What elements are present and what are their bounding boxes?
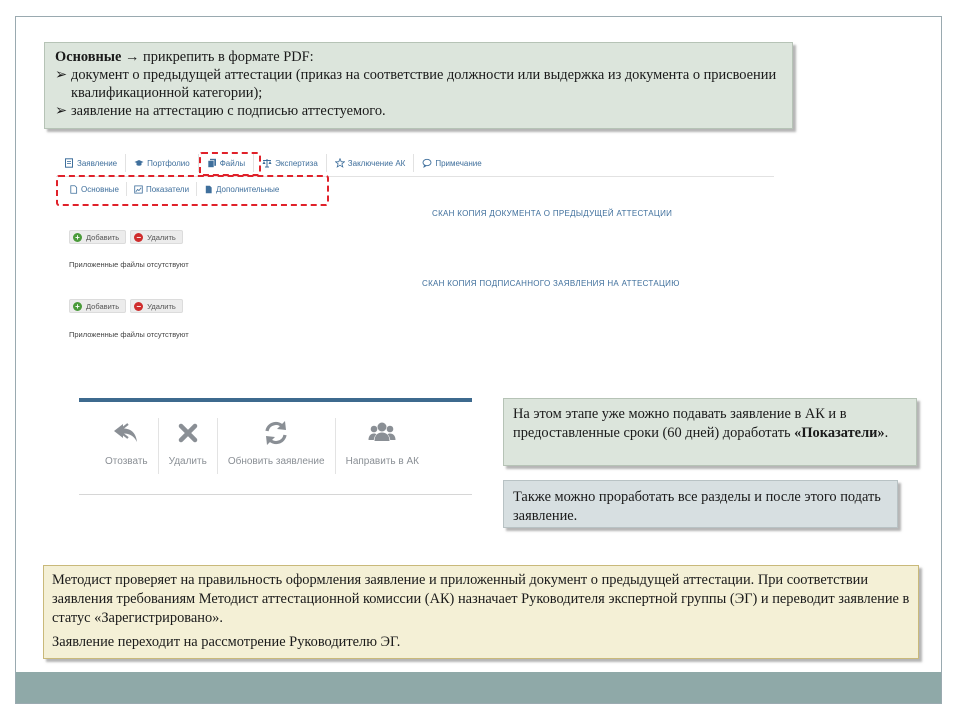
sections-note-text: Также можно проработать все разделы и после этого подать заявление. bbox=[513, 489, 881, 524]
delete-button-label: Удалить bbox=[147, 301, 176, 311]
tab-label: Примечание bbox=[435, 158, 482, 168]
subtab-label: Показатели bbox=[145, 184, 190, 194]
tab-label: Портфолио bbox=[147, 158, 190, 168]
add-button-label: Добавить bbox=[86, 301, 120, 311]
footer-bar bbox=[16, 672, 941, 703]
chart-icon bbox=[134, 185, 143, 194]
plus-icon: + bbox=[73, 233, 82, 242]
delete-application-label: Удалить bbox=[168, 456, 207, 467]
withdraw-label: Отозвать bbox=[105, 456, 148, 467]
top-note-heading: Основные bbox=[55, 49, 122, 65]
subtab-indicators[interactable] bbox=[127, 182, 197, 196]
tab-label: Экспертиза bbox=[275, 158, 318, 168]
minus-icon: − bbox=[134, 233, 143, 242]
file-icon bbox=[204, 185, 213, 194]
file-actions-1 bbox=[69, 230, 183, 244]
methodist-note-paragraph-1: Методист проверяет на правильность оформления заявление и приложенный документ о предыдущей аттестации. При соответствии заявления требованиям Методист аттестационной комиссии (АК) назначает Руководителя экспертной группы (ЭГ) и переводит заявление в статус «Зарегистрировано». bbox=[52, 572, 910, 626]
methodist-note-paragraph-2: Заявление переходит на рассмотрение Руководителю ЭГ. bbox=[52, 634, 401, 650]
scan-label-previous-attestation: СКАН КОПИЯ ДОКУМЕНТА О ПРЕДЫДУЩЕЙ АТТЕСТАЦИИ bbox=[432, 209, 673, 218]
subtab-additional[interactable] bbox=[197, 182, 286, 196]
add-button[interactable] bbox=[69, 299, 126, 313]
files-icon bbox=[207, 158, 217, 168]
bullet-arrow-icon: ➢ bbox=[55, 103, 68, 119]
file-actions-2 bbox=[69, 299, 183, 313]
tab-portfolio[interactable] bbox=[126, 154, 199, 172]
document-icon bbox=[64, 158, 74, 168]
send-to-ak-button[interactable] bbox=[336, 418, 429, 474]
delete-button[interactable] bbox=[130, 299, 183, 313]
comment-icon bbox=[422, 158, 432, 168]
methodist-note bbox=[43, 565, 919, 659]
tab-label: Файлы bbox=[219, 158, 246, 168]
deadline-note-tail: . bbox=[884, 425, 889, 441]
attached-files-status: Приложенные файлы отсутствуют bbox=[69, 330, 189, 339]
scan-label-signed-application: СКАН КОПИЯ ПОДПИСАННОГО ЗАЯВЛЕНИЯ НА АТТЕСТАЦИЮ bbox=[422, 279, 680, 288]
deadline-note-bold: «Показатели» bbox=[794, 425, 885, 441]
top-note-heading-rest: прикрепить в формате PDF: bbox=[143, 49, 314, 65]
subtab-label: Основные bbox=[81, 184, 119, 194]
refresh-icon bbox=[261, 418, 291, 448]
add-button[interactable] bbox=[69, 230, 126, 244]
files-tab-screenshot bbox=[56, 150, 774, 342]
delete-button-label: Удалить bbox=[147, 232, 176, 242]
tab-application[interactable] bbox=[56, 154, 126, 172]
tab-label: Заключение АК bbox=[347, 158, 406, 168]
arrow-glyph: → bbox=[125, 49, 140, 65]
add-button-label: Добавить bbox=[86, 232, 120, 242]
document-icon bbox=[69, 185, 78, 194]
application-action-toolbar bbox=[79, 398, 472, 495]
undo-icon bbox=[111, 418, 141, 448]
deadline-note bbox=[503, 398, 917, 466]
tab-files[interactable] bbox=[199, 154, 254, 172]
star-icon bbox=[335, 158, 345, 168]
subtab-main[interactable] bbox=[56, 182, 127, 196]
top-note bbox=[44, 42, 793, 129]
tab-label: Заявление bbox=[77, 158, 118, 168]
top-note-bullet bbox=[55, 66, 782, 102]
bullet-arrow-icon: ➢ bbox=[55, 67, 68, 83]
plus-icon: + bbox=[73, 302, 82, 311]
sections-note bbox=[503, 480, 898, 528]
update-application-button[interactable] bbox=[218, 418, 336, 474]
tab-expertise[interactable] bbox=[254, 154, 327, 172]
delete-application-button[interactable] bbox=[159, 418, 218, 474]
subtab-label: Дополнительные bbox=[216, 184, 280, 194]
top-note-bullet-text: документ о предыдущей аттестации (приказ на соответствие должности или выдержка из документа о присвоении квалификационной категории); bbox=[71, 67, 777, 101]
users-icon bbox=[367, 418, 397, 448]
deadline-note-text: На этом этапе уже можно подавать заявление в АК и в предоставленные сроки (60 дней) доработать bbox=[513, 406, 847, 441]
graduation-cap-icon bbox=[134, 158, 144, 168]
top-note-bullet bbox=[55, 102, 782, 120]
update-application-label: Обновить заявление bbox=[227, 456, 325, 467]
top-note-heading-line bbox=[55, 48, 782, 66]
close-icon bbox=[173, 418, 203, 448]
attached-files-status: Приложенные файлы отсутствуют bbox=[69, 260, 189, 269]
scales-icon bbox=[262, 158, 272, 168]
send-to-ak-label: Направить в АК bbox=[345, 456, 419, 467]
delete-button[interactable] bbox=[130, 230, 183, 244]
tab-note[interactable] bbox=[414, 154, 489, 172]
file-subtabs bbox=[56, 178, 286, 200]
main-tabs bbox=[56, 150, 774, 177]
minus-icon: − bbox=[134, 302, 143, 311]
top-note-bullet-text: заявление на аттестацию с подписью аттестуемого. bbox=[71, 103, 386, 119]
tab-ak-conclusion[interactable] bbox=[327, 154, 415, 172]
withdraw-button[interactable] bbox=[79, 418, 159, 474]
